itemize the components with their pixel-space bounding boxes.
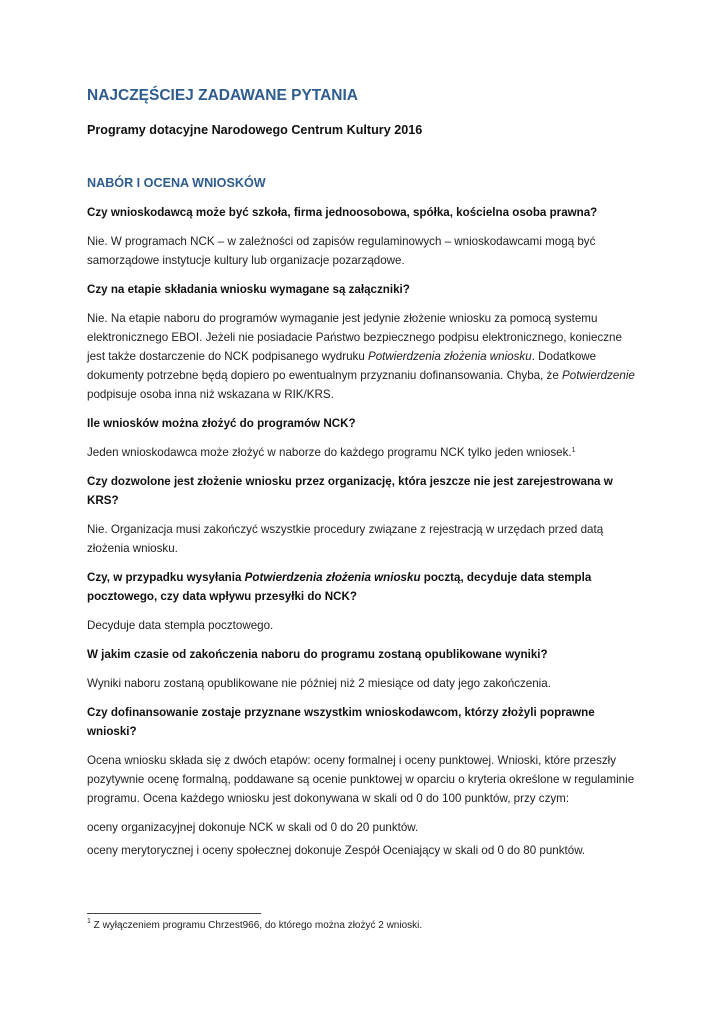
question-5-part-2: pocztą, decyduje data stempla pocztowego, czy data wpływu przesyłki do NCK?: [87, 571, 592, 603]
footnote: [87, 920, 422, 931]
answer-2-part-2: . Dodatkowe dokumenty potrzebne będą dopiero po ewentualnym przyznaniu dofinansowania. Chyba, że: [87, 350, 597, 382]
answer-4: Nie. Organizacja musi zakończyć wszystkie procedury związane z rejestracją w urzędach przed datą złożenia wniosku.: [87, 523, 604, 555]
answer-2-emphasis-2: Potwierdzenie: [562, 369, 635, 382]
question-1: Czy wnioskodawcą może być szkoła, firma jednoosobowa, spółka, kościelna osoba prawna?: [87, 206, 598, 219]
question-4: Czy dozwolone jest złożenie wniosku przez organizację, która jeszcze nie jest zarejestrowana w KRS?: [87, 475, 613, 507]
footnote-text: Z wyłączeniem programu Chrzest966, do którego można złożyć 2 wnioski.: [90, 920, 423, 931]
answer-2: [87, 309, 639, 404]
question-5-part-1: Czy, w przypadku wysyłania: [87, 571, 245, 584]
document-title: NAJCZĘŚCIEJ ZADAWANE PYTANIA: [87, 87, 358, 104]
answer-7: Ocena wniosku składa się z dwóch etapów: oceny formalnej i oceny punktowej. Wnioski, które przeszły pozytywnie ocenę formalną, poddawane są ocenie punktowej w oparciu o kryteria określone w regulaminie programu. Ocena każdego wniosku jest dokonywana w skali od 0 do 100 punktów, przy czym:: [87, 754, 635, 805]
section-heading: NABÓR I OCENA WNIOSKÓW: [87, 176, 266, 190]
answer-5: Decyduje data stempla pocztowego.: [87, 619, 274, 632]
answer-3-text: Jeden wnioskodawca może złożyć w naborze do każdego programu NCK tylko jeden wniosek.: [87, 446, 572, 459]
question-2: Czy na etapie składania wniosku wymagane są załączniki?: [87, 283, 410, 296]
answer-6: Wyniki naboru zostaną opublikowane nie później niż 2 miesiące od daty jego zakończenia.: [87, 677, 551, 690]
question-5: [87, 568, 639, 606]
footnote-number: 1: [87, 918, 91, 925]
answer-2-part-3: podpisuje osoba inna niż wskazana w RIK/KRS.: [87, 388, 334, 401]
question-3: Ile wniosków można złożyć do programów NCK?: [87, 417, 356, 430]
faq-content: [87, 203, 639, 864]
document-subtitle: Programy dotacyjne Narodowego Centrum Kultury 2016: [87, 123, 423, 137]
answer-7-line-1: oceny organizacyjnej dokonuje NCK w skali od 0 do 20 punktów.: [87, 821, 419, 834]
answer-7-line-2: oceny merytorycznej i oceny społecznej dokonuje Zespół Oceniający w skali od 0 do 80 punktów.: [87, 844, 586, 857]
question-5-emphasis: Potwierdzenia złożenia wniosku: [244, 571, 421, 584]
answer-2-emphasis-1: Potwierdzenia złożenia wniosku: [367, 350, 532, 363]
question-6: W jakim czasie od zakończenia naboru do programu zostaną opublikowane wyniki?: [87, 648, 548, 661]
question-7: Czy dofinansowanie zostaje przyznane wszystkim wnioskodawcom, którzy złożyli poprawne wnioski?: [87, 706, 595, 738]
answer-2-part-1: Nie. Na etapie naboru do programów wymaganie jest jedynie złożenie wniosku za pomocą systemu elektronicznego EBOI. Jeżeli nie posiadacie Państwo bezpiecznego podpisu elektronicznego, konieczne jest także dostarczenie do NCK podpisanego wydruku: [87, 312, 622, 363]
footnote-separator: [87, 913, 261, 914]
answer-1: Nie. W programach NCK – w zależności od zapisów regulaminowych – wnioskodawcami mogą być samorządowe instytucje kultury lub organizacje pozarządowe.: [87, 235, 596, 267]
answer-3: [87, 443, 639, 462]
footnote-ref[interactable]: 1: [571, 447, 576, 454]
